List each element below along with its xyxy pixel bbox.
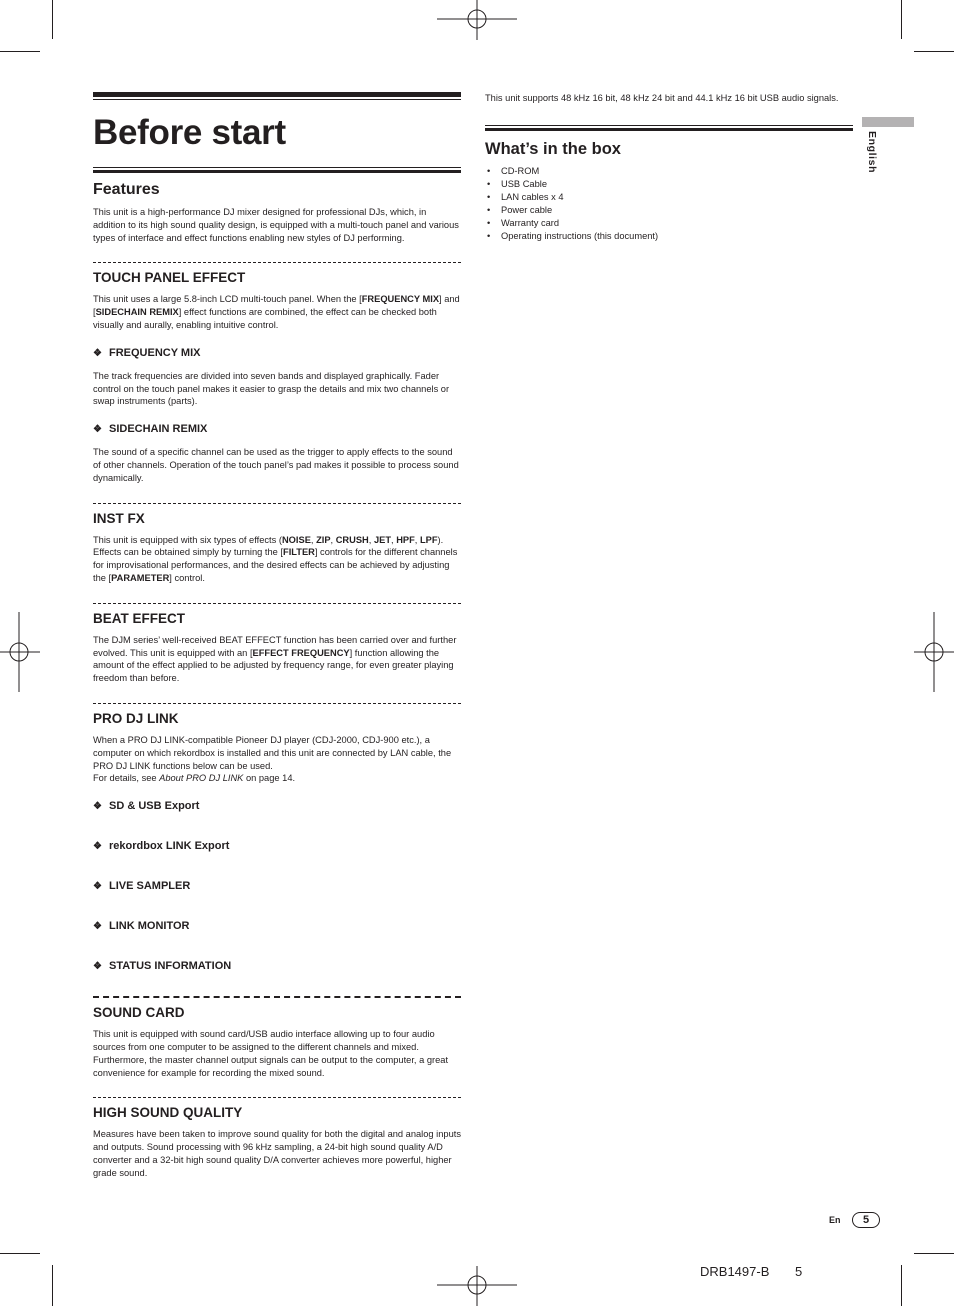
- section-divider: [93, 503, 461, 504]
- crop-mark: [52, 1265, 53, 1306]
- diamond-ornament-icon: ❖: [93, 347, 102, 359]
- title-rule-thin: [93, 99, 461, 100]
- rekordbox-link-export-heading: ❖ rekordbox LINK Export: [93, 840, 230, 853]
- section-divider: [93, 262, 461, 263]
- section-divider: [93, 996, 461, 998]
- frequency-mix-body: The track frequencies are divided into seven bands and displayed graphically. Fader control on the touch panel makes it easier to grasp the details and mix two channels or swap instruments (parts).: [93, 370, 450, 407]
- document-code: DRB1497-B: [700, 1264, 770, 1279]
- box-contents-list: [485, 165, 853, 243]
- beat-effect-body: The DJM series’ well-received BEAT EFFECT function has been carried over and further evolved. This unit is equipped with an [EFFECT FREQUENCY] function allowing the amount of the effect applied to be adjusted by frequency range, for even greater playing freedom than before.: [93, 634, 457, 684]
- crop-mark: [901, 0, 902, 39]
- sidechain-remix-heading: ❖ SIDECHAIN REMIX: [93, 423, 208, 436]
- section-divider: [93, 603, 461, 604]
- features-rule-thick: [93, 170, 461, 173]
- list-item: • USB Cable: [485, 178, 853, 191]
- link-monitor-heading: ❖ LINK MONITOR: [93, 920, 190, 933]
- diamond-ornament-icon: ❖: [93, 961, 102, 973]
- high-sound-quality-body: Measures have been taken to improve sound quality for both the digital and analog inputs and outputs. Sound processing with 96 kHz sampling, a 24-bit high sound quality A/D converter and a 32-bit high sound quality D/A converter achieves more powerful, higher grade sound.: [93, 1129, 461, 1178]
- sound-card-heading: SOUND CARD: [93, 1005, 185, 1021]
- section-divider: [93, 703, 461, 704]
- pro-dj-link-body: When a PRO DJ LINK-compatible Pioneer DJ player (CDJ-2000, CDJ-900 etc.), a computer on which rekordbox is installed and this unit are connected by LAN cable, the PRO DJ LINK functions below can be used.: [93, 734, 452, 771]
- diamond-ornament-icon: ❖: [93, 424, 102, 436]
- pro-dj-link-heading: PRO DJ LINK: [93, 710, 179, 726]
- about-pro-dj-link-reference: About PRO DJ LINK: [159, 773, 244, 784]
- crop-mark: [0, 1253, 40, 1254]
- list-item: • Power cable: [485, 204, 853, 217]
- touch-panel-effect-body: This unit uses a large 5.8-inch LCD multi-touch panel. When the [FREQUENCY MIX] and [SIDECHAIN REMIX] effect functions are combined, the effect can be checked both visually and aurally, enabling intuitive control.: [93, 294, 460, 330]
- list-item: • Operating instructions (this document): [485, 230, 853, 243]
- features-heading: Features: [93, 181, 160, 198]
- frequency-mix-heading: ❖ FREQUENCY MIX: [93, 346, 201, 359]
- beat-effect-heading: BEAT EFFECT: [93, 610, 185, 626]
- list-item: • LAN cables x 4: [485, 191, 853, 204]
- registration-mark-icon: [437, 0, 517, 40]
- page-title: Before start: [93, 113, 286, 152]
- diamond-ornament-icon: ❖: [93, 881, 102, 893]
- sidechain-remix-body: The sound of a specific channel can be used as the trigger to apply effects to the sound of other channels. Operation of the touch panel’s pad makes it possible to process sound dynamically.: [93, 447, 459, 483]
- box-rule-thick: [485, 128, 853, 131]
- language-tab: [862, 117, 914, 127]
- language-label: English: [866, 131, 878, 174]
- sound-card-body: This unit is equipped with sound card/USB audio interface allowing up to four audio sources from one computer to be assigned to the different channels and mixed. Furthermore, the master channel output signals can be output to the computer, a great convenience for example for recording the mixed sound.: [93, 1029, 449, 1078]
- pro-dj-link-details: For details, see About PRO DJ LINK on page 14.: [93, 773, 296, 784]
- right-column: [485, 92, 853, 243]
- page-number-badge: 5: [852, 1212, 880, 1228]
- features-intro: This unit is a high-performance DJ mixer designed for professional DJs, which, in addition to its high sound quality design, is equipped with a multi-touch panel and various types of interface and effect functions enabling new styles of DJ performing.: [93, 207, 459, 243]
- registration-mark-icon: [914, 612, 954, 692]
- footer-language-code: En: [829, 1215, 841, 1225]
- usb-audio-support-text: This unit supports 48 kHz 16 bit, 48 kHz 24 bit and 44.1 kHz 16 bit USB audio signals.: [485, 93, 839, 103]
- status-information-heading: ❖ STATUS INFORMATION: [93, 960, 232, 973]
- live-sampler-heading: ❖ LIVE SAMPLER: [93, 880, 191, 893]
- title-rule-thick: [93, 92, 461, 97]
- registration-mark-icon: [0, 612, 40, 692]
- list-item: • CD-ROM: [485, 165, 853, 178]
- crop-mark: [901, 1265, 902, 1306]
- sd-usb-export-heading: ❖ SD & USB Export: [93, 800, 200, 813]
- diamond-ornament-icon: ❖: [93, 841, 102, 853]
- box-rule-thin: [485, 125, 853, 126]
- document-page-number: 5: [795, 1264, 803, 1279]
- inst-fx-body: This unit is equipped with six types of effects (NOISE, ZIP, CRUSH, JET, HPF, LPF). Effects can be obtained simply by turning the [FILTER] controls for the different channels for improvisational performances, and the desired effects can be achieved by adjusting the [PARAMETER] control.: [93, 534, 458, 583]
- inst-fx-heading: INST FX: [93, 510, 145, 526]
- crop-mark: [52, 0, 53, 39]
- registration-mark-icon: [437, 1266, 517, 1306]
- diamond-ornament-icon: ❖: [93, 801, 102, 813]
- diamond-ornament-icon: ❖: [93, 921, 102, 933]
- left-column: [93, 92, 461, 1180]
- whats-in-the-box-heading: What’s in the box: [485, 139, 621, 158]
- crop-mark: [914, 1253, 954, 1254]
- crop-mark: [914, 51, 954, 52]
- crop-mark: [0, 51, 40, 52]
- features-rule-thin: [93, 167, 461, 168]
- high-sound-quality-heading: HIGH SOUND QUALITY: [93, 1105, 243, 1121]
- touch-panel-effect-heading: TOUCH PANEL EFFECT: [93, 270, 246, 286]
- list-item: • Warranty card: [485, 217, 853, 230]
- section-divider: [93, 1097, 461, 1098]
